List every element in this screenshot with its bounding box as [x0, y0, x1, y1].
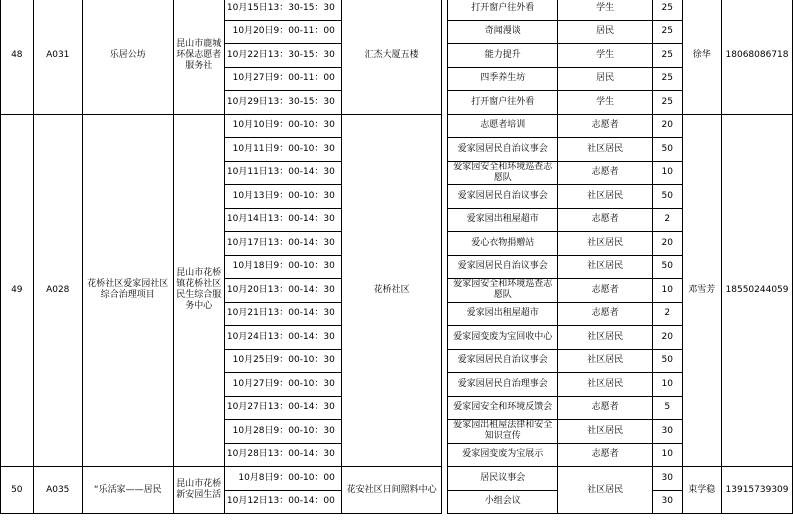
activity-name-cell: 爱家园出租屋超市: [448, 302, 558, 326]
project-code-cell: A031: [33, 0, 82, 114]
target-group-cell: 社区居民: [558, 232, 653, 256]
target-group-cell: 社区居民: [558, 138, 653, 162]
activity-name-cell: 爱家园变废为宝展示: [448, 443, 558, 467]
target-group-cell: 志愿者: [558, 302, 653, 326]
activity-time-cell: 10月18日9：00-10：30: [224, 255, 341, 279]
activity-time-cell: 10月28日9：00-10：30: [224, 420, 341, 444]
target-group-cell: 志愿者: [558, 443, 653, 467]
activity-time-cell: 10月13日9：00-10：30: [224, 185, 341, 209]
activity-name-cell: 爱家园居民自治议事会: [448, 138, 558, 162]
activity-time-cell: 10月17日13：00-14：30: [224, 232, 341, 256]
activity-name-cell: 打开窗户往外看: [448, 91, 558, 115]
activity-time-cell: 10月27日13：00-14：30: [224, 396, 341, 420]
activity-time-cell: 10月12日13：00-14：00: [224, 490, 341, 514]
project-number-cell: 48: [1, 0, 34, 114]
target-group-cell: 学生: [558, 44, 653, 68]
participant-count-cell: 2: [652, 208, 682, 232]
activity-name-cell: 奇闻漫谈: [448, 20, 558, 44]
activity-name-cell: 爱家园居民自治议事会: [448, 255, 558, 279]
target-group-cell: 社区居民: [558, 467, 653, 514]
activity-name-cell: 四季养生坊: [448, 67, 558, 91]
project-name-cell: 花桥社区爱家园社区综合治理项目: [82, 114, 173, 467]
location-cell: 汇杰大厦五楼: [341, 0, 441, 114]
target-group-cell: 居民: [558, 67, 653, 91]
organization-cell: 昆山市花桥新安园生活: [173, 467, 224, 514]
target-group-cell: 社区居民: [558, 326, 653, 350]
project-code-cell: A028: [33, 114, 82, 467]
participant-count-cell: 2: [652, 302, 682, 326]
activity-name-cell: 爱家园安全和环境巡查志愿队: [448, 161, 558, 185]
organization-cell: 昆山市鹿城环保志愿者服务社: [173, 0, 224, 114]
target-group-cell: 学生: [558, 91, 653, 115]
target-group-cell: 志愿者: [558, 161, 653, 185]
table-row: [1, 467, 793, 491]
participant-count-cell: 20: [652, 326, 682, 350]
activity-time-cell: 10月10日9：00-10：30: [224, 114, 341, 138]
activity-name-cell: 爱家园居民自治理事会: [448, 373, 558, 397]
activity-name-cell: 小组会议: [448, 490, 558, 514]
activity-time-cell: 10月28日13：00-14：30: [224, 443, 341, 467]
participant-count-cell: 30: [652, 490, 682, 514]
activity-time-cell: 10月27日9：00-10：30: [224, 373, 341, 397]
participant-count-cell: 50: [652, 349, 682, 373]
participant-count-cell: 25: [652, 0, 682, 20]
location-cell: 花安社区日间照料中心: [341, 467, 441, 514]
activity-time-cell: 10月14日13：00-14：30: [224, 208, 341, 232]
activity-name-cell: 爱家园变废为宝回收中心: [448, 326, 558, 350]
activity-time-cell: 10月22日13：30-15：30: [224, 44, 341, 68]
participant-count-cell: 25: [652, 20, 682, 44]
participant-count-cell: 50: [652, 255, 682, 279]
participant-count-cell: 10: [652, 161, 682, 185]
activity-name-cell: 爱家园出租屋法律和安全知识宣传: [448, 420, 558, 444]
participant-count-cell: 50: [652, 185, 682, 209]
target-group-cell: 志愿者: [558, 208, 653, 232]
participant-count-cell: 10: [652, 443, 682, 467]
activity-name-cell: 能力提升: [448, 44, 558, 68]
target-group-cell: 社区居民: [558, 420, 653, 444]
phone-number-cell: 18550244059: [722, 114, 793, 467]
activity-name-cell: 爱家园安全和环境反馈会: [448, 396, 558, 420]
target-group-cell: 志愿者: [558, 396, 653, 420]
contact-person-cell: 徐华: [682, 0, 722, 114]
contact-person-cell: 束学稳: [682, 467, 722, 514]
target-group-cell: 志愿者: [558, 279, 653, 303]
table-row: [1, 0, 793, 20]
activity-name-cell: 爱家园出租屋超市: [448, 208, 558, 232]
activity-time-cell: 10月29日13：30-15：30: [224, 91, 341, 115]
activity-name-cell: 爱家园居民自治议事会: [448, 185, 558, 209]
activity-name-cell: 打开窗户往外看: [448, 0, 558, 20]
participant-count-cell: 20: [652, 114, 682, 138]
activity-time-cell: 10月11日13：00-14：30: [224, 161, 341, 185]
activity-name-cell: 爱家园居民自治议事会: [448, 349, 558, 373]
target-group-cell: 社区居民: [558, 349, 653, 373]
project-number-cell: 50: [1, 467, 34, 514]
participant-count-cell: 5: [652, 396, 682, 420]
activity-time-cell: 10月24日13：00-14：30: [224, 326, 341, 350]
activity-time-cell: 10月21日13：00-14：30: [224, 302, 341, 326]
target-group-cell: 社区居民: [558, 185, 653, 209]
participant-count-cell: 30: [652, 420, 682, 444]
target-group-cell: 志愿者: [558, 114, 653, 138]
target-group-cell: 社区居民: [558, 373, 653, 397]
activity-time-cell: 10月15日13：30-15：30: [224, 0, 341, 20]
activity-name-cell: 爱家园安全和环境巡查志愿队: [448, 279, 558, 303]
participant-count-cell: 25: [652, 91, 682, 115]
activity-time-cell: 10月11日9：00-10：30: [224, 138, 341, 162]
participant-count-cell: 50: [652, 138, 682, 162]
location-cell: 花桥社区: [341, 114, 441, 467]
participant-count-cell: 30: [652, 467, 682, 491]
participant-count-cell: 10: [652, 373, 682, 397]
organization-cell: 昆山市花桥镇花桥社区民生综合服务中心: [173, 114, 224, 467]
participant-count-cell: 10: [652, 279, 682, 303]
phone-number-cell: 13915739309: [722, 467, 793, 514]
activity-name-cell: 居民议事会: [448, 467, 558, 491]
activity-time-cell: 10月25日9：00-10：30: [224, 349, 341, 373]
table-row: [1, 114, 793, 138]
phone-number-cell: 18068086718: [722, 0, 793, 114]
activity-time-cell: 10月20日9：00-11：00: [224, 20, 341, 44]
project-name-cell: 乐居公坊: [82, 0, 173, 114]
activity-time-cell: 10月27日9：00-11：00: [224, 67, 341, 91]
target-group-cell: 学生: [558, 0, 653, 20]
contact-person-cell: 邓雪芳: [682, 114, 722, 467]
participant-count-cell: 25: [652, 67, 682, 91]
target-group-cell: 社区居民: [558, 255, 653, 279]
activity-time-cell: 10月20日13：00-14：30: [224, 279, 341, 303]
project-number-cell: 49: [1, 114, 34, 467]
activity-time-cell: 10月8日9：00-10：00: [224, 467, 341, 491]
target-group-cell: 居民: [558, 20, 653, 44]
project-name-cell: “乐活家——居民: [82, 467, 173, 514]
project-code-cell: A035: [33, 467, 82, 514]
participant-count-cell: 20: [652, 232, 682, 256]
participant-count-cell: 25: [652, 44, 682, 68]
activity-name-cell: 爱心衣物捐赠站: [448, 232, 558, 256]
activity-name-cell: 志愿者培训: [448, 114, 558, 138]
